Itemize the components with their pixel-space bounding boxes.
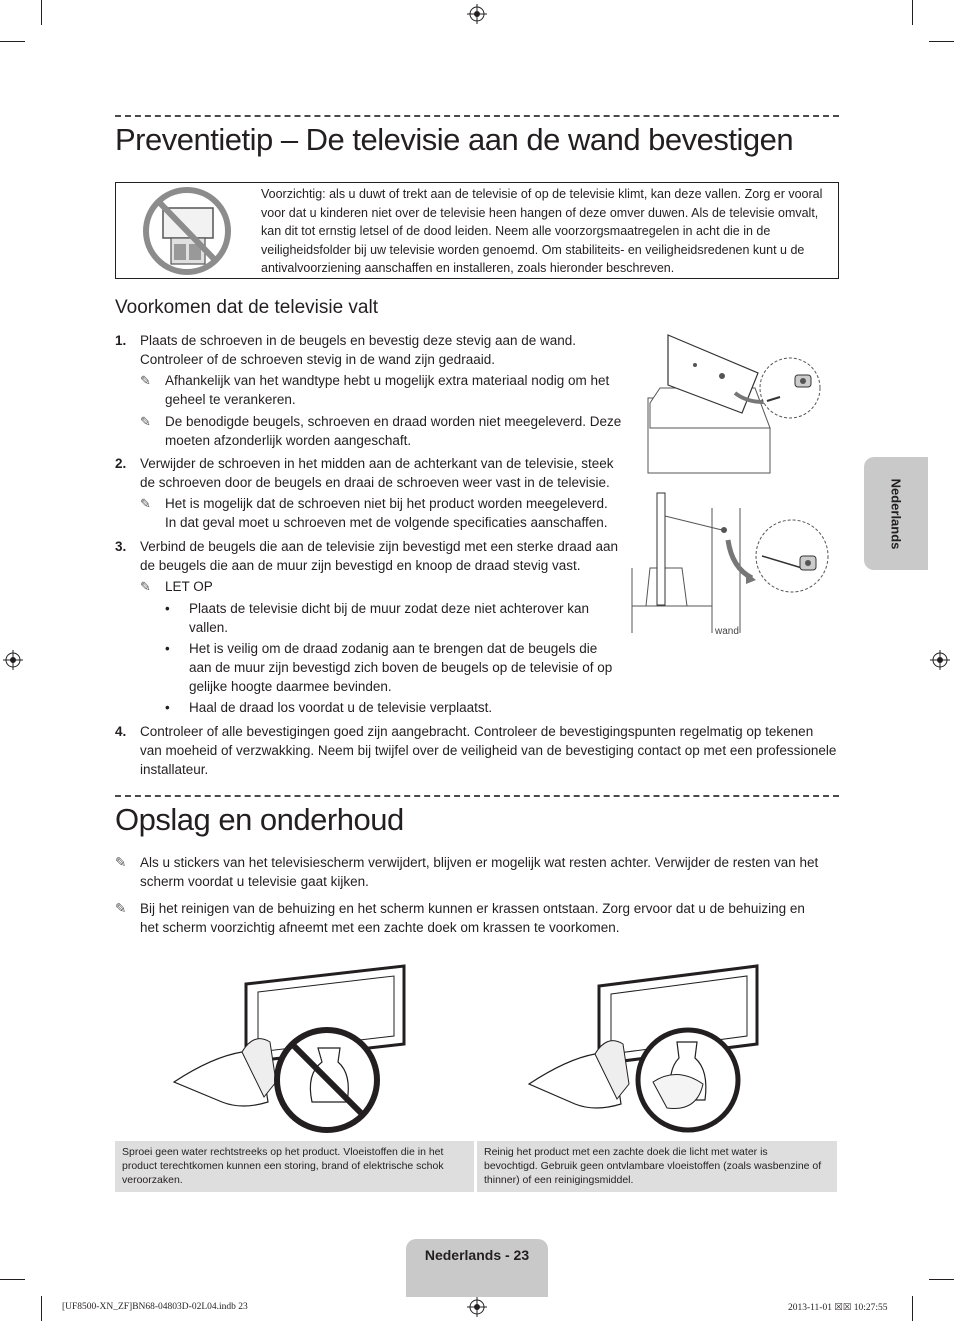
pencil-note-icon: ✎ xyxy=(115,901,127,916)
pencil-note-icon: ✎ xyxy=(140,579,151,594)
step-text-line: Controleer of de schroeven stevig in de wand zijn gedraaid. xyxy=(140,352,495,367)
note-line: het scherm voorzichtig afneemt met een zachte doek om krassen te voorkomen. xyxy=(140,920,620,935)
step-number: 3. xyxy=(115,539,127,554)
note-line: De benodigde beugels, schroeven en draad worden niet meegeleverd. Deze xyxy=(165,414,622,429)
caption xyxy=(477,1141,837,1192)
note-line: Als u stickers van het televisiescherm verwijdert, blijven er mogelijk wat resten achter. Verwijder de resten van het xyxy=(140,855,819,870)
registration-mark-icon xyxy=(467,4,487,24)
bullet-line: Plaats de televisie dicht bij de muur zodat deze niet achterover kan xyxy=(189,601,589,616)
page-footer xyxy=(406,1239,548,1297)
section-title: Preventietip – De televisie aan de wand bevestigen xyxy=(115,122,794,157)
note-line: moeten afzonderlijk worden aangeschaft. xyxy=(165,433,412,448)
pencil-note-icon: ✎ xyxy=(115,855,127,870)
note-line: Afhankelijk van het wandtype hebt u mogelijk extra materiaal nodig om het xyxy=(165,373,610,388)
subsection-title: Voorkomen dat de televisie valt xyxy=(115,297,378,318)
page-number: Nederlands - 23 xyxy=(424,1247,530,1263)
step-text-line: Verwijder de schroeven in het midden aan de achterkant van de televisie, steek xyxy=(140,456,614,471)
crop-mark xyxy=(912,0,913,25)
bullet-line: vallen. xyxy=(189,620,229,635)
section-divider xyxy=(115,795,839,797)
crop-mark xyxy=(41,1296,42,1321)
step-number: 2. xyxy=(115,456,127,471)
prohibited-icon xyxy=(141,188,233,274)
print-info-left: [UF8500-XN_ZF]BN68-04803D-02L04.indb 23 xyxy=(62,1302,248,1312)
warning-box xyxy=(115,182,839,279)
note-line: In dat geval moet u schroeven met de volgende specificaties aanschaffen. xyxy=(165,515,608,530)
note-line: Bij het reinigen van de behuizing en het scherm kunnen er krassen ontstaan. Zorg ervoor dat u de behuizing en xyxy=(140,901,805,916)
crop-mark xyxy=(0,41,25,42)
step-text-line: van moeheid of verzwakking. Neem bij twijfel over de veiligheid van de bevestiging contact op met een professionele xyxy=(140,743,837,758)
step-text-line: Controleer of alle bevestigingen goed zijn aangebracht. Controleer de bevestigingspunten regelmatig op tekenen xyxy=(140,724,814,739)
crop-mark xyxy=(929,1279,954,1280)
bullet-line: Haal de draad los voordat u de televisie verplaatst. xyxy=(189,700,493,715)
step-text-line: de beugels die aan de muur zijn bevestigd en knoop de draad stevig vast. xyxy=(140,558,581,573)
caption-line: thinner) of een reinigingsmiddel. xyxy=(484,1174,634,1186)
section-title: Opslag en onderhoud xyxy=(115,802,404,837)
registration-mark-icon xyxy=(3,650,23,670)
note-line: Het is mogelijk dat de schroeven niet bij het product worden meegeleverd. xyxy=(165,496,608,511)
caption xyxy=(115,1141,474,1192)
print-info-right: 2013-11-01 ☒☒ 10:27:55 xyxy=(788,1303,888,1313)
warning-text: Voorzichtig: als u duwt of trekt aan de televisie of op de televisie klimt, kan deze vallen. Zorg er vooral voor dat u kinderen niet over de televisie heen hangen of deze omver duwen. Als de televisie omvalt, kan dit tot ernstig letsel of de dood leiden. Neem alle voorzorgsmaatregelen in acht die in de veiligheidsfolder bij uw televisie worden genoemd. Om stabiliteits- en veiligheidsredenen kunt u de antivalvoorziening aanschaffen en installeren, zoals hieronder beschreven. xyxy=(261,187,823,276)
wall-label: wand xyxy=(715,626,739,637)
section-divider xyxy=(115,115,839,117)
pencil-note-icon: ✎ xyxy=(140,414,151,429)
tv-wall-tie-illustration xyxy=(632,488,842,638)
step-number: 1. xyxy=(115,333,127,348)
registration-mark-icon xyxy=(930,650,950,670)
step-text-line: Plaats de schroeven in de beugels en bevestig deze stevig aan de wand. xyxy=(140,333,577,348)
pencil-note-icon: ✎ xyxy=(140,373,151,388)
caption-line: product terechtkomen kunnen een storing, brand of elektrische schok xyxy=(122,1160,444,1172)
cloth-cleaning-illustration xyxy=(527,962,767,1132)
crop-mark xyxy=(912,1296,913,1321)
caption-line: Sproei geen water rechtstreeks op het product. Vloeistoffen die in het xyxy=(122,1146,444,1158)
crop-mark xyxy=(41,0,42,25)
spray-prohibited-illustration xyxy=(172,962,412,1132)
step-text-line: Verbind de beugels die aan de televisie zijn bevestigd met een sterke draad aan xyxy=(140,539,619,554)
crop-mark xyxy=(0,1279,25,1280)
step-text-line: installateur. xyxy=(140,762,209,777)
caption-line: Reinig het product met een zachte doek die licht met water is xyxy=(484,1146,768,1158)
bullet-line: gelijke hoogte daarmee bevinden. xyxy=(189,679,392,694)
crop-mark xyxy=(929,41,954,42)
bullet-line: Het is veilig om de draad zodanig aan te brengen dat de beugels die xyxy=(189,641,598,656)
tv-bracket-illustration xyxy=(640,333,840,478)
caption-line: veroorzaken. xyxy=(122,1174,183,1186)
step-text-line: de schroeven door de beugels en draai de schroeven weer vast in de televisie. xyxy=(140,475,610,490)
side-tab-label: Nederlands xyxy=(888,478,904,549)
step-number: 4. xyxy=(115,724,127,739)
registration-mark-icon xyxy=(467,1297,487,1317)
note-line: scherm voordat u televisie gaat kijken. xyxy=(140,874,369,889)
side-language-tab xyxy=(864,457,928,570)
note-label: LET OP xyxy=(165,579,213,594)
bullet-line: aan de muur zijn bevestigd zich boven de beugels op de televisie of op xyxy=(189,660,613,675)
note-line: geheel te verankeren. xyxy=(165,392,296,407)
caption-line: bevochtigd. Gebruik geen ontvlambare vloeistoffen (zoals wasbenzine of xyxy=(484,1160,822,1172)
pencil-note-icon: ✎ xyxy=(140,496,151,511)
